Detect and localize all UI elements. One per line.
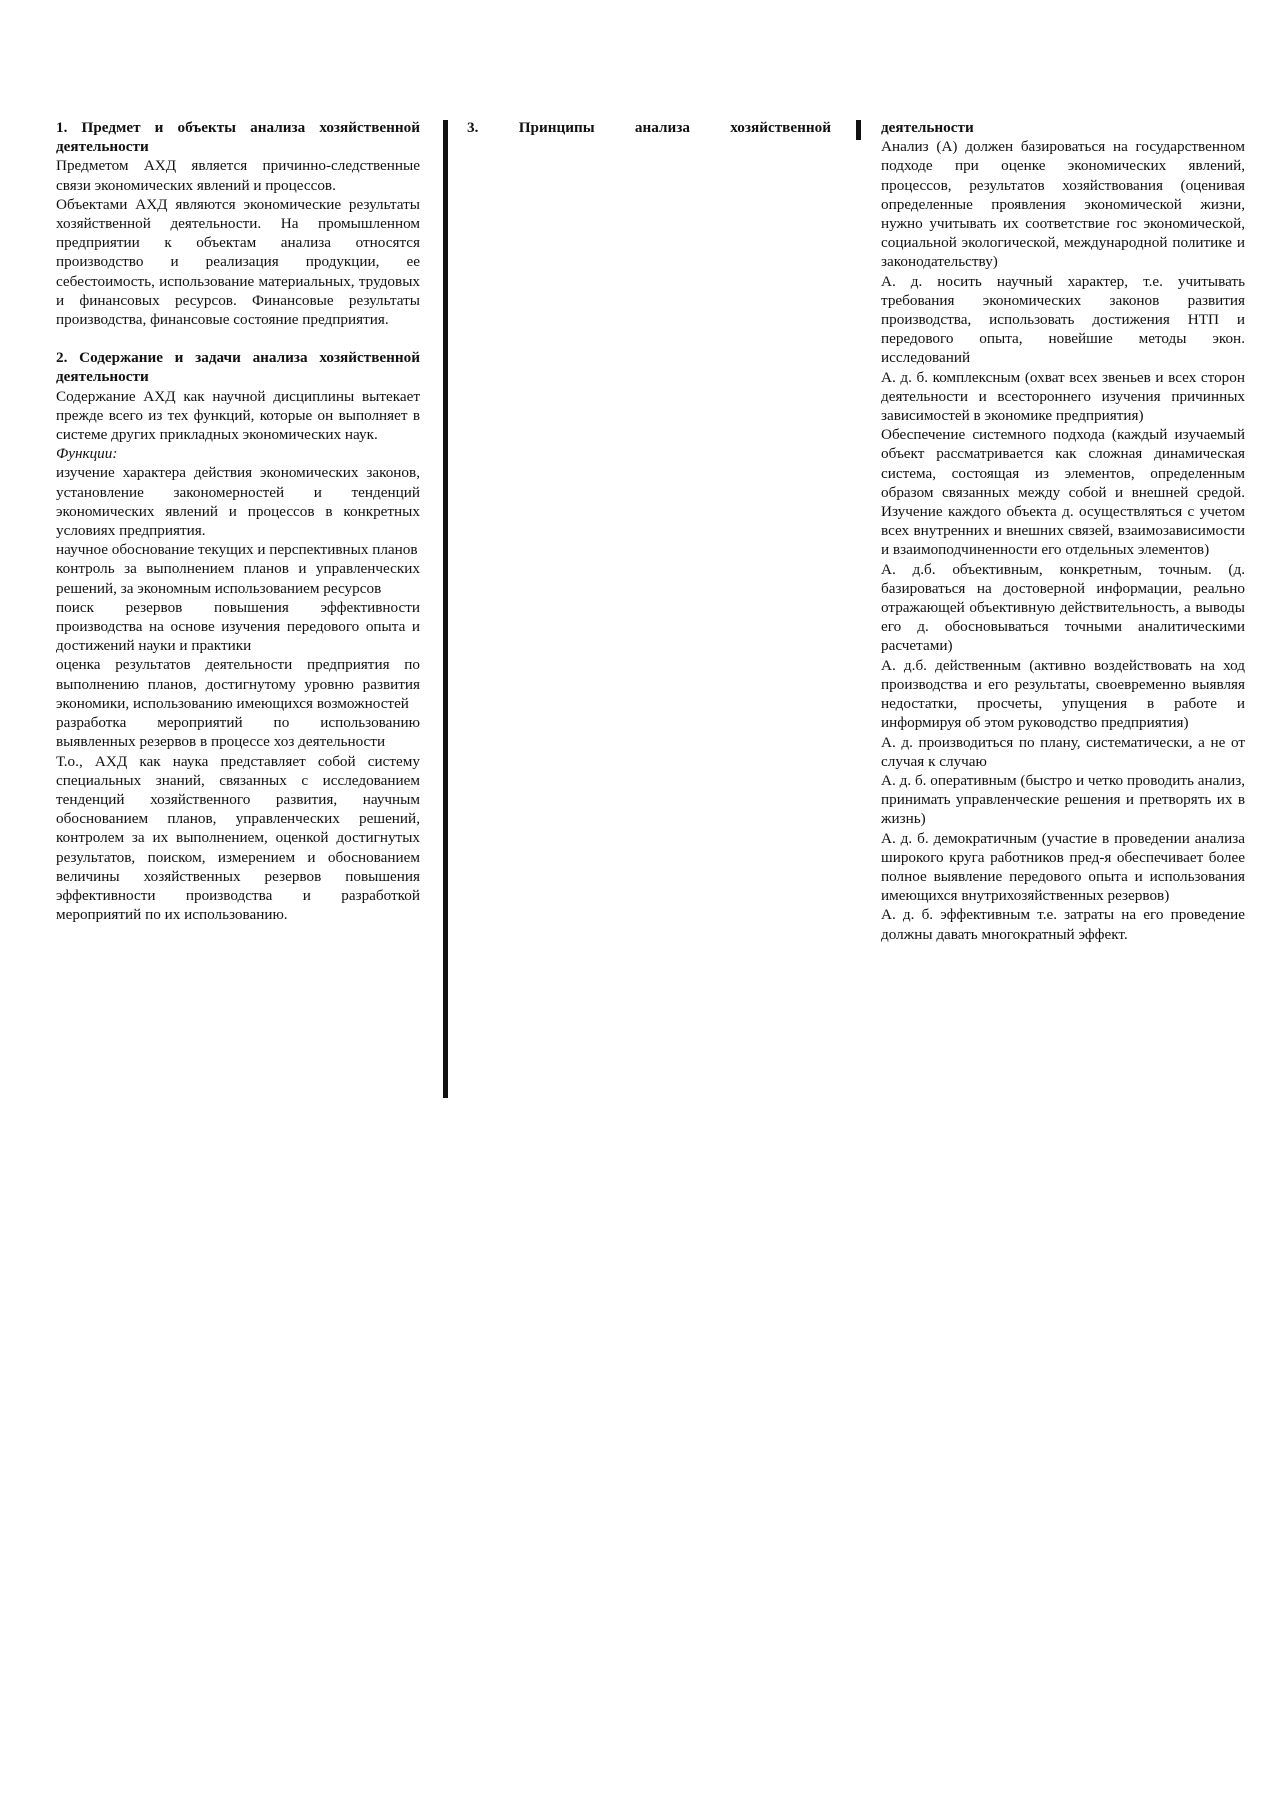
section1-paragraph-subject: Предметом АХД является причинно-следственные связи экономических явлений и процессов.: [56, 157, 420, 194]
section1-paragraph-objects: Объектами АХД являются экономические результаты хозяйственной деятельности. На промышленном предприятии к объектам анализа относятся производство и реализация продукции, ее себестоимость, использование материальных, трудовых и финансовых ресурсов. Финансовые результаты производства, финансовые состояние предприятия.: [56, 195, 420, 329]
section3-principle-item: А. д.б. объективным, конкретным, точным. (д. базироваться на достоверной информации, реально отражающей объективную действительность, а выводы его д. обосновываться точными аналитическими расчетами): [881, 560, 1245, 655]
spacer: [56, 329, 420, 348]
section2-function-item: оценка результатов деятельности предприятия по выполнению планов, достигнутому уровню развития экономики, использованию имеющихся возможностей: [56, 656, 420, 712]
section2-heading: 2. Содержание и задачи анализа хозяйственной деятельности: [56, 349, 420, 386]
column-right: [881, 118, 1245, 944]
section3-heading-word: Принципы: [518, 119, 595, 136]
section3-principle-item: А. д. б. комплексным (охват всех звеньев и всех сторон деятельности и всестороннего изучения причинных зависимостей в экономике предприятия): [881, 368, 1245, 425]
section3-principle-item: А. д. б. оперативным (быстро и четко проводить анализ, принимать управленческие решения и претворять их в жизнь): [881, 771, 1245, 828]
section3-principle-item: А. д.б. действенным (активно воздействовать на ход производства и его результаты, своевременно выявляя недостатки, просчеты, упущения в работе и информируя об этом руководство предприятия): [881, 656, 1245, 732]
section2-function-item: изучение характера действия экономических законов, установление закономерностей и тенденций экономических явлений и процессов в конкретных условиях предприятия.: [56, 464, 420, 540]
column-divider-left: [443, 120, 448, 1098]
section3-principle-item: Обеспечение системного подхода (каждый изучаемый объект рассматривается как сложная динамическая система, состоящая из элементов, определенным образом связанных между собой и внешней средой. Изучение каждого объекта д. осуществляться с учетом всех внутренних и внешних связей, взаимозависимости и взаимоподчиненности его отдельных элементов): [881, 426, 1245, 559]
column-middle: [467, 118, 831, 137]
section3-heading: [467, 118, 831, 137]
section3-principle-item: А. д. б. эффективным т.е. затраты на его проведение должны давать многократный эффект.: [881, 906, 1245, 943]
section3-principle-item: А. д. носить научный характер, т.е. учитывать требования экономических законов развития производства, использовать достижения НТП и передового опыта, новейшие методы экон. исследований: [881, 272, 1245, 367]
section2-functions-label: Функции:: [56, 445, 118, 463]
section3-heading-continuation: деятельности: [881, 119, 974, 136]
section3-heading-word: 3.: [467, 119, 479, 136]
column-divider-right: [856, 120, 861, 140]
section3-principle-item: Анализ (А) должен базироваться на государственном подходе при оценке экономических явлений, процессов, результатов хозяйствования (оценивая определенные проявления экономической жизни, нужно учитывать их соответствие гос экономической, социальной экологической, международной политике и законодательству): [881, 138, 1245, 271]
section2-function-item: научное обоснование текущих и перспективных планов: [56, 541, 418, 559]
section1-heading: 1. Предмет и объекты анализа хозяйственной деятельности: [56, 119, 420, 156]
section2-intro: Содержание АХД как научной дисциплины вытекает прежде всего из тех функций, которые он выполняет в системе других прикладных экономических наук.: [56, 387, 420, 444]
section2-conclusion: Т.о., АХД как наука представляет собой систему специальных знаний, связанных с исследованием тенденций хозяйственного развития, научным обоснованием планов, управленческих решений, контролем за их выполнением, оценкой достигнутых результатов, поиском, измерением и обоснованием величины хозяйственных резервов повышения эффективности производства и разработкой мероприятий по их использованию.: [56, 752, 420, 924]
section2-function-item: контроль за выполнением планов и управленческих решений, за экономным использованием ресурсов: [56, 560, 420, 597]
section3-heading-word: хозяйственной: [730, 119, 831, 136]
section2-function-item: поиск резервов повышения эффективности производства на основе изучения передового опыта и достижений науки и практики: [56, 598, 420, 655]
section2-function-item: разработка мероприятий по использованию выявленных резервов в процессе хоз деятельности: [56, 714, 420, 751]
section3-principle-item: А. д. производиться по плану, систематически, а не от случая к случаю: [881, 733, 1245, 770]
section3-heading-word: анализа: [634, 119, 690, 136]
section3-principle-item: А. д. б. демократичным (участие в проведении анализа широкого круга работников пред-я обеспечивает более полное выявление передового опыта и использования имеющихся внутрихозяйственных резервов): [881, 829, 1245, 905]
column-left: [56, 118, 420, 924]
